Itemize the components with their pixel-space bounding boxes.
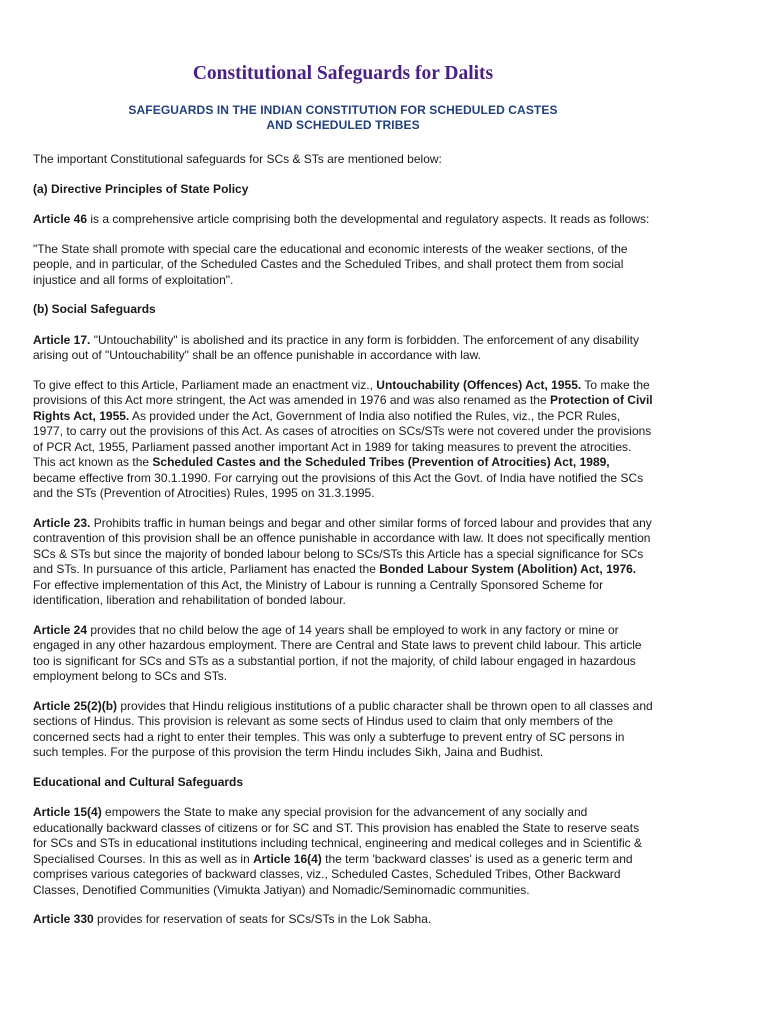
section-b-heading: (b) Social Safeguards bbox=[33, 302, 156, 316]
article-46-text: is a comprehensive article comprising both the developmental and regulatory aspects. It reads as follows: bbox=[87, 212, 650, 226]
page-subtitle bbox=[33, 103, 653, 133]
article-24-text: provides that no child below the age of 14 years shall be employed to work in any factory or mine or engaged in any other hazardous employment. There are Central and State laws to prevent child labour. This article too is significant for SCs and STs as a substantial portion, if not the majority, of child labour engaged in hazardous employment belong to SCs and STs. bbox=[33, 622, 642, 683]
pcr-act-name-3: Scheduled Castes and the Scheduled Tribes (Prevention of Atrocities) Act, 1989, bbox=[152, 455, 610, 469]
article-17-text: "Untouchability" is abolished and its practice in any form is forbidden. The enforcement of any disability arising out of "Untouchability" shall be an offence punishable in accordance with law. bbox=[33, 332, 639, 362]
subtitle-line-1: SAFEGUARDS IN THE INDIAN CONSTITUTION FOR SCHEDULED CASTES bbox=[128, 103, 558, 117]
section-a-heading: (a) Directive Principles of State Policy bbox=[33, 181, 249, 196]
article-330-text: provides for reservation of seats for SCs/STs in the Lok Sabha. bbox=[93, 912, 432, 926]
article-23-text: Prohibits traffic in human beings and begar and other similar forms of forced labour and provides that any contravention of this provision shall be an offence punishable in accordance with law. It does not specifically mention SCs & STs but since the majority of bonded labour belong to SCs/STs this Article has a special significance for SCs and STs. In pursuance of this article, Parliament has enacted the bbox=[33, 515, 652, 576]
subtitle-line-2: AND SCHEDULED TRIBES bbox=[266, 118, 420, 132]
article-25-text: provides that Hindu religious institutions of a public character shall be thrown open to all classes and sections of Hindus. This provision is relevant as some sects of Hindus used to claim that only members of the concerned sects had a right to enter their temples. This was only a subterfuge to prevent entry of SC persons in such temples. For the purpose of this provision the term Hindu includes Sikh, Jaina and Budhist. bbox=[33, 698, 653, 759]
article-15-text: empowers the State to make any special provision for the advancement of any socially and educationally backward classes of citizens or for SC and ST. This provision has enabled the State to reserve seats for SCs and STs in educational institutions including technical, engineering and medical colleges and in Scientific & Specialised Courses. In this as well as in bbox=[33, 805, 643, 866]
pcr-text-3: As provided under the Act, Government of India also notified the Rules, viz., the PCR Rules, 1977, to carry out the provisions of this Act. As cases of atrocities on SCs/STs were not covered under the provisions of PCR Act, 1955, Parliament passed another important Act in 1989 for taking measures to prevent the atrocities. This act known as the bbox=[33, 408, 652, 469]
article-17-paragraph bbox=[33, 333, 653, 364]
document-page bbox=[33, 62, 653, 942]
article-16-label: Article 16(4) bbox=[253, 851, 322, 866]
pcr-text-2: To make the provisions of this Act more stringent, the Act was amended in 1976 and was also renamed as the bbox=[33, 377, 650, 407]
article-46-quote: "The State shall promote with special care the educational and economic interests of the weaker sections, of the people, and in particular, of the Scheduled Castes and the Scheduled Tribes, and shall protect them from social injustice and all forms of exploitation". bbox=[33, 241, 628, 287]
article-46-label: Article 46 bbox=[33, 212, 88, 226]
article-23-act-name: Bonded Labour System (Abolition) Act, 1976. bbox=[379, 562, 637, 576]
pcr-text-1: To give effect to this Article, Parliament made an enactment viz., bbox=[33, 377, 377, 392]
article-24-label: Article 24 bbox=[33, 622, 88, 637]
article-25-label: Article 25(2)(b) bbox=[33, 698, 118, 713]
article-17-label: Article 17. bbox=[33, 332, 91, 347]
article-23-label: Article 23. bbox=[33, 515, 91, 530]
pcr-act-paragraph bbox=[33, 378, 653, 502]
page-title: Constitutional Safeguards for Dalits bbox=[192, 63, 494, 84]
pcr-act-name-1: Untouchability (Offences) Act, 1955. bbox=[376, 377, 582, 392]
article-15-text-2: the term 'backward classes' is used as a generic term and comprises various categories of backward classes, viz., Scheduled Castes, Scheduled Tribes, Other Backward Classes, Denotified Communities (Vimukta Jatiyan) and Nomadic/Seminomadic communities. bbox=[33, 851, 633, 897]
article-24-paragraph bbox=[33, 623, 653, 685]
article-23-paragraph bbox=[33, 516, 653, 609]
article-330-label: Article 330 bbox=[33, 912, 94, 926]
article-46-paragraph bbox=[33, 212, 653, 228]
intro-paragraph: The important Constitutional safeguards for SCs & STs are mentioned below: bbox=[33, 152, 442, 166]
article-25-paragraph bbox=[33, 699, 653, 761]
article-330-paragraph bbox=[33, 912, 653, 928]
article-23-text-2: For effective implementation of this Act, the Ministry of Labour is running a Centrally Sponsored Scheme for identification, liberation and rehabilitation of bonded labour. bbox=[33, 577, 604, 607]
section-c-heading: Educational and Cultural Safeguards bbox=[33, 774, 244, 789]
article-15-label: Article 15(4) bbox=[33, 805, 102, 819]
pcr-text-4: became effective from 30.1.1990. For carrying out the provisions of this Act the Govt. of India have notified the SCs and the STs (Prevention of Atrocities) Rules, 1995 on 31.3.1995. bbox=[33, 470, 644, 500]
article-15-paragraph bbox=[33, 805, 653, 898]
pcr-act-name-2: Protection of Civil Rights Act, 1955. bbox=[33, 393, 653, 423]
